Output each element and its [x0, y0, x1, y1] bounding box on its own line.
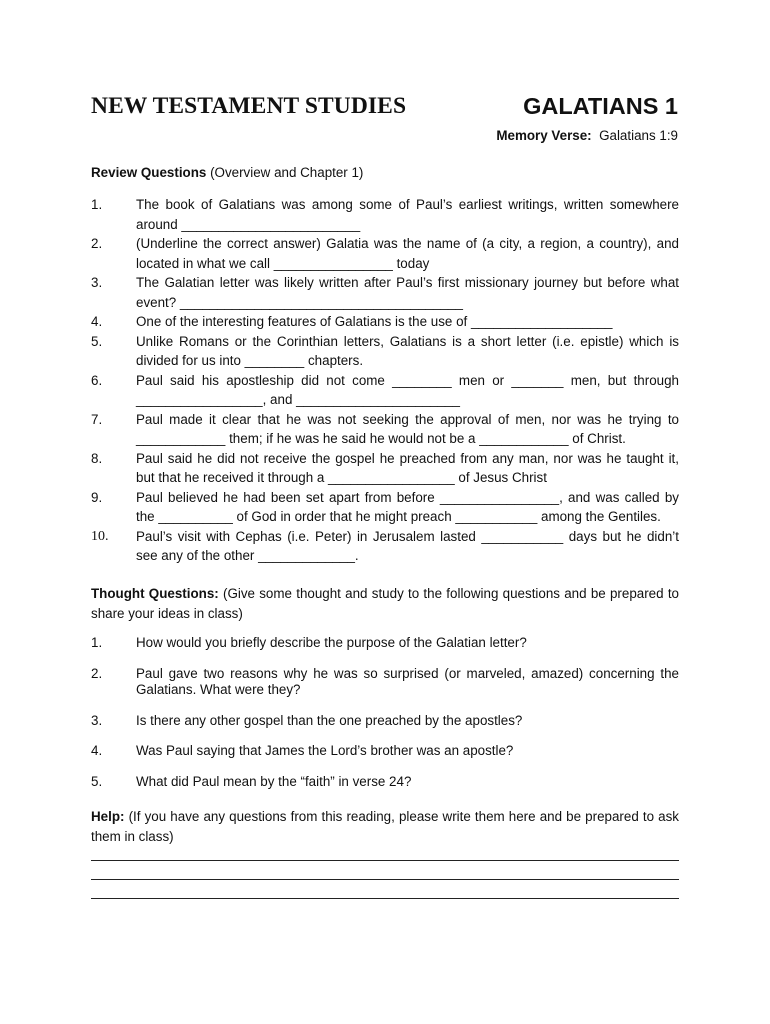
question-number: 10.: [91, 528, 109, 544]
review-question: [91, 273, 679, 312]
question-number: 5.: [91, 773, 103, 789]
review-question: [91, 234, 679, 273]
question-text: Was Paul saying that James the Lord’s brother was an apostle?: [136, 743, 514, 758]
help-heading-bold: Help:: [91, 809, 125, 824]
question-number: 4.: [91, 743, 103, 758]
thought-heading-rest: (Give some thought and study to the following questions and be prepared to share your ideas in class): [91, 586, 679, 621]
question-number: 3.: [91, 275, 103, 290]
thought-question: [91, 743, 679, 760]
page-title: NEW TESTAMENT STUDIES: [91, 93, 407, 119]
question-number: 2.: [91, 665, 103, 681]
question-text: Paul made it clear that he was not seeking the approval of men, nor was he trying to ____________ them; if he was he said he would not be a ____________ of Christ.: [136, 411, 679, 446]
review-heading-bold: Review Questions: [91, 165, 207, 180]
question-number: 4.: [91, 314, 103, 329]
help-answer-line[interactable]: [91, 898, 679, 899]
question-number: 1.: [91, 197, 103, 212]
memory-verse: [496, 128, 678, 143]
question-number: 3.: [91, 712, 103, 728]
review-question: [91, 449, 679, 488]
thought-question: [91, 774, 679, 791]
review-question: [91, 332, 679, 371]
question-text: One of the interesting features of Galatians is the use of ___________________: [136, 314, 613, 329]
question-text: Paul said he did not receive the gospel he preached from any man, nor was he taught it, but that he received it through a _________________ of Jesus Christ: [136, 450, 679, 485]
question-number: 9.: [91, 489, 103, 505]
review-question: [91, 488, 679, 527]
question-number: 1.: [91, 635, 103, 650]
question-number: 2.: [91, 236, 103, 251]
help-answer-line[interactable]: [91, 879, 679, 880]
memory-verse-label: Memory Verse:: [496, 128, 592, 143]
question-number: 6.: [91, 372, 103, 388]
question-text: Paul said his apostleship did not come ________ men or _______ men, but through _________________, and ______________________: [136, 372, 679, 407]
review-question: [91, 410, 679, 449]
question-text: (Underline the correct answer) Galatia was the name of (a city, a region, a country), and located in what we call ________________ today: [136, 236, 679, 271]
review-question: [91, 371, 679, 410]
question-text: Paul believed he had been set apart from before ________________, and was called by the __________ of God in order that he might preach ___________ among the Gentiles.: [136, 489, 679, 524]
help-heading-rest: (If you have any questions from this reading, please write them here and be prepared to ask them in class): [91, 809, 679, 844]
question-number: 8.: [91, 450, 103, 466]
help-heading: [91, 807, 679, 846]
question-text: Paul’s visit with Cephas (i.e. Peter) in Jerusalem lasted ___________ days but he didn’t see any of the other _____________.: [136, 528, 679, 563]
question-text: Is there any other gospel than the one preached by the apostles?: [136, 712, 523, 728]
memory-verse-value: Galatians 1:9: [599, 128, 678, 143]
review-question: [91, 312, 679, 332]
review-question: [91, 195, 679, 234]
review-questions-list: [91, 195, 679, 566]
question-number: 7.: [91, 411, 103, 427]
thought-question: [91, 713, 679, 730]
question-text: Paul gave two reasons why he was so surprised (or marveled, amazed) concerning the Galatians. What were they?: [136, 665, 679, 697]
review-questions-heading: [91, 163, 679, 183]
thought-questions-list: [91, 635, 679, 804]
question-text: Unlike Romans or the Corinthian letters, Galatians is a short letter (i.e. epistle) which is divided for us into ________ chapters.: [136, 333, 679, 368]
question-text: What did Paul mean by the “faith” in verse 24?: [136, 773, 412, 789]
thought-question: [91, 666, 679, 699]
lesson-title: GALATIANS 1: [523, 93, 678, 119]
thought-heading-bold: Thought Questions:: [91, 586, 219, 601]
thought-questions-heading: [91, 584, 679, 623]
help-answer-line[interactable]: [91, 860, 679, 861]
review-question: [91, 527, 679, 566]
question-text: The Galatian letter was likely written after Paul’s first missionary journey but before what event? ______________________________________: [136, 275, 679, 310]
question-text: The book of Galatians was among some of Paul’s earliest writings, written somewhere around ________________________: [136, 197, 679, 232]
question-text: How would you briefly describe the purpose of the Galatian letter?: [136, 635, 527, 650]
review-heading-rest: (Overview and Chapter 1): [206, 165, 364, 180]
question-number: 5.: [91, 333, 103, 349]
thought-question: [91, 635, 679, 652]
